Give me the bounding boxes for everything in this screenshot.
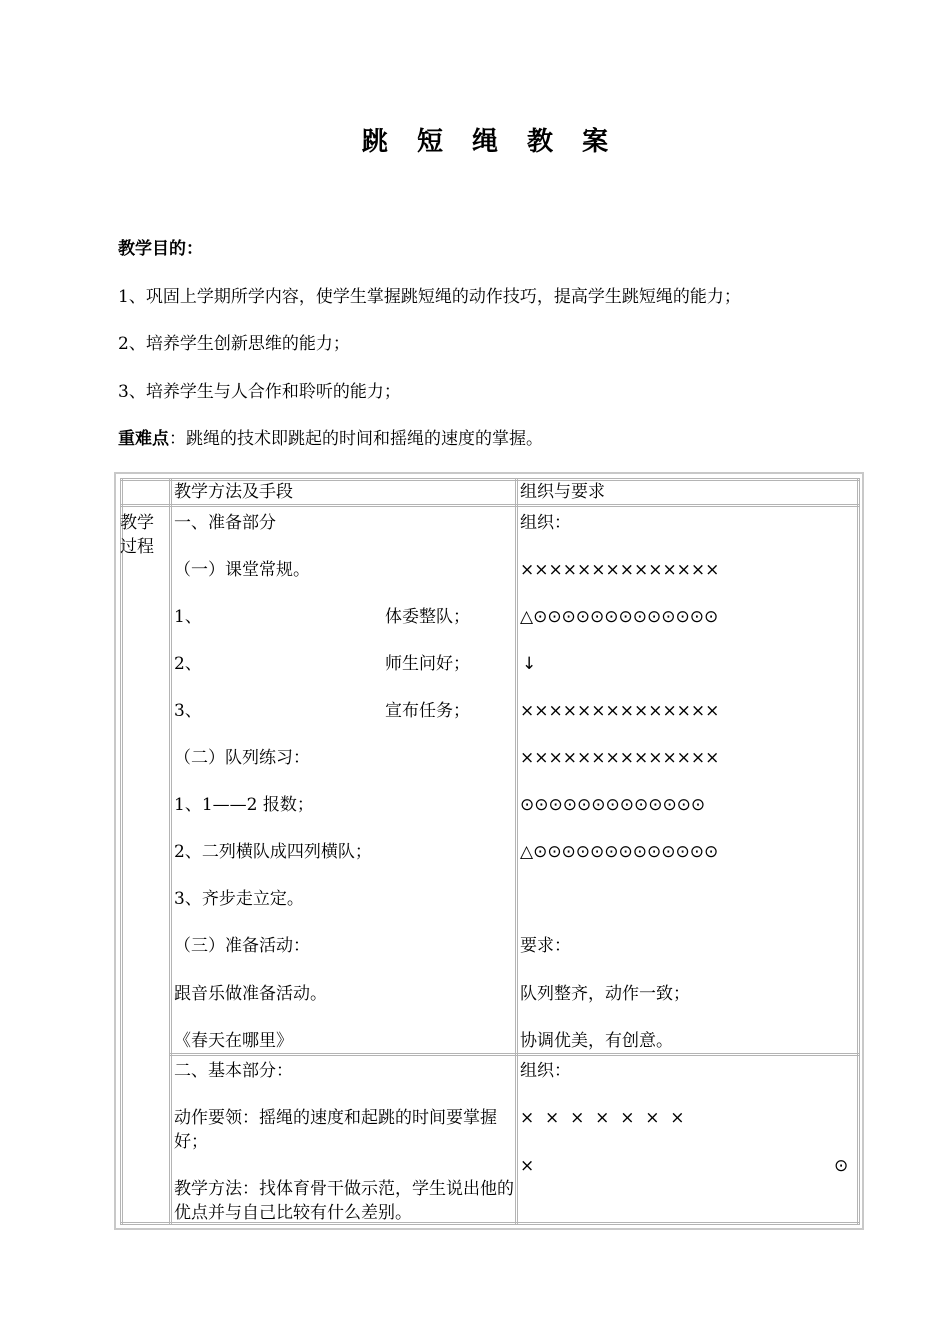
section1-title: 一、准备部分 bbox=[174, 513, 276, 533]
objective-heading: 教学目的： bbox=[118, 239, 203, 259]
section2-title: 二、基本部分： bbox=[174, 1061, 293, 1081]
drill-heading: （二）队列练习： bbox=[174, 748, 310, 768]
formation-row-6: △⊙⊙⊙⊙⊙⊙⊙⊙⊙⊙⊙⊙⊙ bbox=[520, 842, 719, 862]
objective-1: 1、巩固上学期所学内容，使学生掌握跳短绳的动作技巧，提高学生跳短绳的能力； bbox=[118, 287, 741, 307]
section2-method: 教学方法：找体育骨干做示范，学生说出他的优点并与自己比较有什么差别。 bbox=[174, 1179, 514, 1223]
objective-2: 2、培养学生创新思维的能力； bbox=[118, 334, 350, 354]
routine-heading: （一）课堂常规。 bbox=[174, 560, 310, 580]
key-points-text: ：跳绳的技术即跳起的时间和摇绳的速度的掌握。 bbox=[169, 429, 543, 449]
formation-arrow: ↓ bbox=[522, 654, 537, 674]
section2-formation-left: × bbox=[520, 1156, 535, 1176]
routine-item-1-num: 1、 bbox=[174, 607, 202, 627]
column-divider-left bbox=[120, 478, 123, 1224]
requirement-1: 队列整齐，动作一致； bbox=[520, 984, 690, 1004]
section2-key-points: 动作要领：摇绳的速度和起跳的时间要掌握好； bbox=[174, 1108, 497, 1152]
header-method: 教学方法及手段 bbox=[174, 482, 293, 502]
header-organization: 组织与要求 bbox=[520, 482, 605, 502]
key-points bbox=[118, 427, 543, 451]
requirement-2: 协调优美，有创意。 bbox=[520, 1031, 673, 1051]
row-divider-header bbox=[120, 504, 860, 507]
column-divider-right bbox=[857, 478, 860, 1224]
drill-item-3: 3、齐步走立定。 bbox=[174, 889, 304, 909]
warmup-heading: （三）准备活动： bbox=[174, 936, 310, 956]
drill-item-1: 1、1——2 报数； bbox=[174, 795, 314, 815]
routine-item-1-text: 体委整队； bbox=[385, 607, 470, 627]
routine-item-2-num: 2、 bbox=[174, 654, 202, 674]
section2-formation-right: ⊙ bbox=[834, 1156, 849, 1176]
lesson-table bbox=[114, 472, 864, 1230]
formation-row-2: △⊙⊙⊙⊙⊙⊙⊙⊙⊙⊙⊙⊙⊙ bbox=[520, 607, 719, 627]
org-label-2: 组织： bbox=[520, 1061, 571, 1081]
column-divider-1 bbox=[169, 478, 172, 1224]
formation-row-4: ×××××××××××××× bbox=[520, 748, 720, 768]
routine-item-2-text: 师生问好； bbox=[385, 654, 470, 674]
warmup-activity: 跟音乐做准备活动。 bbox=[174, 984, 327, 1004]
process-label-2: 过程 bbox=[120, 537, 154, 557]
drill-item-2: 2、二列横队成四列横队； bbox=[174, 842, 372, 862]
process-label-1: 教学 bbox=[120, 513, 154, 533]
formation-row-5: ⊙⊙⊙⊙⊙⊙⊙⊙⊙⊙⊙⊙⊙ bbox=[520, 795, 706, 815]
routine-item-3-text: 宣布任务； bbox=[385, 701, 470, 721]
formation-row-3: ×××××××××××××× bbox=[520, 701, 720, 721]
document-title: 跳 短 绳 教 案 bbox=[361, 127, 619, 157]
org-label-1: 组织： bbox=[520, 513, 571, 533]
key-points-label: 重难点 bbox=[118, 429, 169, 449]
requirement-label: 要求： bbox=[520, 936, 571, 956]
routine-item-3-num: 3、 bbox=[174, 701, 202, 721]
warmup-song: 《春天在哪里》 bbox=[174, 1031, 293, 1051]
objective-3: 3、培养学生与人合作和聆听的能力； bbox=[118, 382, 401, 402]
row-divider-section2 bbox=[169, 1053, 860, 1056]
section2-formation-row-1: × × × × × × × bbox=[520, 1108, 685, 1128]
formation-row-1: ×××××××××××××× bbox=[520, 560, 720, 580]
